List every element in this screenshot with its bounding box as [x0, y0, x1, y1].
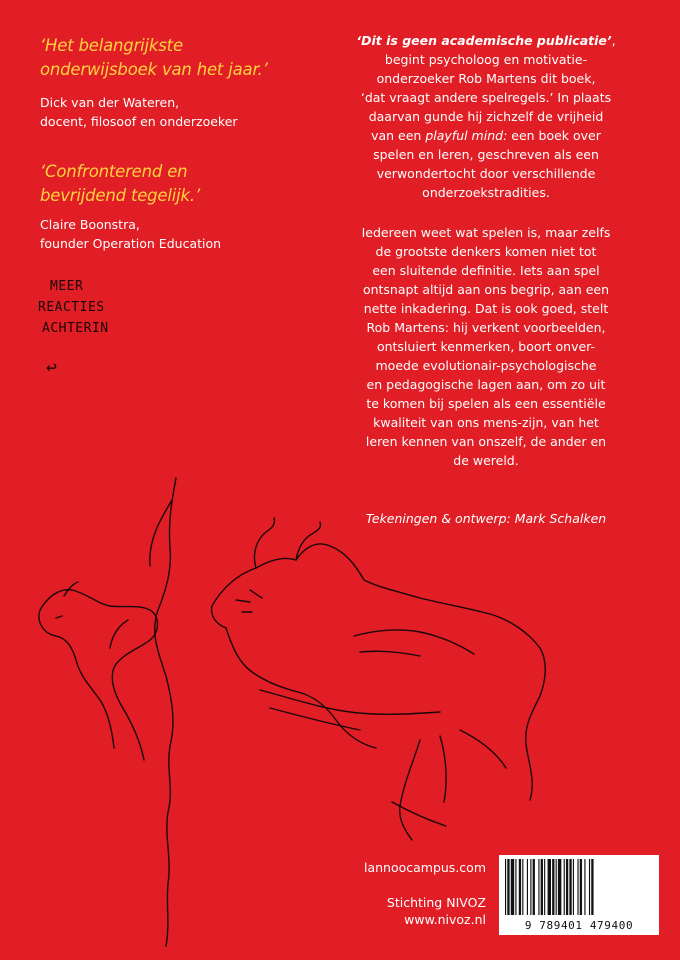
blurb-1-line-9: onderzoekstradities.: [422, 185, 550, 200]
barcode-bar: [507, 859, 509, 915]
blurb-2-line: nette inkadering. Dat is ook goed, stelt: [363, 301, 609, 316]
barcode-bar: [580, 859, 582, 915]
quote-2-line-1: ‘Confronterend en: [40, 162, 188, 181]
quote-1-line-2: onderwijsboek van het jaar.’: [40, 60, 268, 79]
blurb-1-line-7: spelen en leren, geschreven als een: [373, 147, 599, 162]
attribution-2-name: Claire Boonstra,: [40, 217, 140, 232]
rock-crack-line: [155, 478, 176, 946]
blurb-line6-pre: van een: [371, 128, 426, 143]
barcode-bar: [591, 859, 593, 915]
barcode-bar: [527, 859, 528, 915]
barcode-bar: [530, 859, 531, 915]
quote-1-line-1: ‘Het belangrijkste: [40, 36, 183, 55]
bison-drawing: [212, 544, 545, 800]
barcode-bar: [505, 859, 506, 915]
quote-2-line-2: bevrijdend tegelijk.’: [40, 186, 200, 205]
blurb-1-line-8: verwondertocht door verschillende: [376, 166, 596, 181]
blurb-playful-mind: playful mind:: [425, 128, 508, 143]
blurb-2-line: en pedagogische lagen aan, om zo uit: [366, 377, 606, 392]
blurb-lead-tail: ,: [611, 33, 616, 48]
blurb-2-line: Iedereen weet wat spelen is, maar zelfs: [361, 225, 611, 240]
blurb-2-line: de wereld.: [453, 453, 519, 468]
barcode-bar: [511, 859, 514, 915]
barcode-bar: [515, 859, 516, 915]
barcode-bar: [566, 859, 568, 915]
isbn-number: 9 789401 479400: [524, 919, 634, 932]
barcode-bar: [541, 859, 543, 915]
handnote-line-3: ACHTERIN: [42, 321, 109, 336]
barcode-bar: [564, 859, 565, 915]
blurb-1-line-2: begint psycholoog en motivatie-: [384, 52, 588, 67]
barcode-bar: [584, 859, 585, 915]
blurb-2-line: de grootste denkers komen niet tot: [375, 244, 597, 259]
barcode-bar: [533, 859, 535, 915]
publisher-url[interactable]: lannoocampus.com: [363, 860, 486, 875]
handnote-line-1: MEER: [50, 279, 84, 294]
blurb-2-line: leren kennen van onszelf, de ander en: [365, 434, 607, 449]
design-credits: Tekeningen & ontwerp: Mark Schalken: [365, 511, 607, 526]
barcode-bar: [573, 859, 574, 915]
partner-url[interactable]: www.nivoz.nl: [404, 912, 486, 927]
blurb-2-line: een sluitende definitie. Iets aan spel: [372, 263, 600, 278]
blurb-2-line: moede evolutionair-psychologische: [375, 358, 597, 373]
blurb-1-line-4: ‘dat vraagt andere spelregels.’ In plaats: [360, 90, 612, 105]
barcode-bar: [577, 859, 578, 915]
barcode-bars: [499, 859, 659, 923]
barcode-bar: [522, 859, 523, 915]
blurb-2-line: ontsnapt altijd aan ons begrip, aan een: [362, 282, 610, 297]
attribution-1-name: Dick van der Wateren,: [40, 95, 180, 110]
blurb-2-line: kwaliteit van ons mens-zijn, van het: [373, 415, 599, 430]
handnote-line-2: REACTIES: [38, 300, 105, 315]
barcode-bar: [552, 859, 554, 915]
barcode-bar: [538, 859, 539, 915]
rock-ledge-lines: [260, 690, 506, 826]
attribution-1-role: docent, filosoof en onderzoeker: [40, 114, 238, 129]
barcode-bar: [548, 859, 551, 915]
barcode-bar: [569, 859, 571, 915]
barcode-bar: [558, 859, 561, 915]
blurb-2-line: te komen bij spelen als een essentiële: [366, 396, 606, 411]
partner-name: Stichting NIVOZ: [386, 895, 486, 910]
isbn-barcode: [499, 855, 659, 935]
blurb-lead: ‘Dit is geen academische publicatie’: [356, 33, 612, 48]
blurb-2-line: ontsluiert kenmerken, boort onver-: [376, 339, 596, 354]
blurb-1-line-5: daarvan gunde hij zichzelf de vrijheid: [368, 109, 604, 124]
attribution-2-role: founder Operation Education: [40, 236, 222, 251]
blurb-2-line: Rob Martens: hij verkent voorbeelden,: [366, 320, 606, 335]
barcode-bar: [544, 859, 545, 915]
barcode-bar: [519, 859, 521, 915]
barcode-bar: [556, 859, 557, 915]
blurb-1-line-3: onderzoeker Rob Martens dit boek,: [376, 71, 596, 86]
blurb-line6-post: een boek over: [507, 128, 601, 143]
barcode-bar: [589, 859, 590, 915]
horse-drawing: [39, 590, 158, 760]
return-arrow-icon: ↩: [46, 357, 58, 378]
